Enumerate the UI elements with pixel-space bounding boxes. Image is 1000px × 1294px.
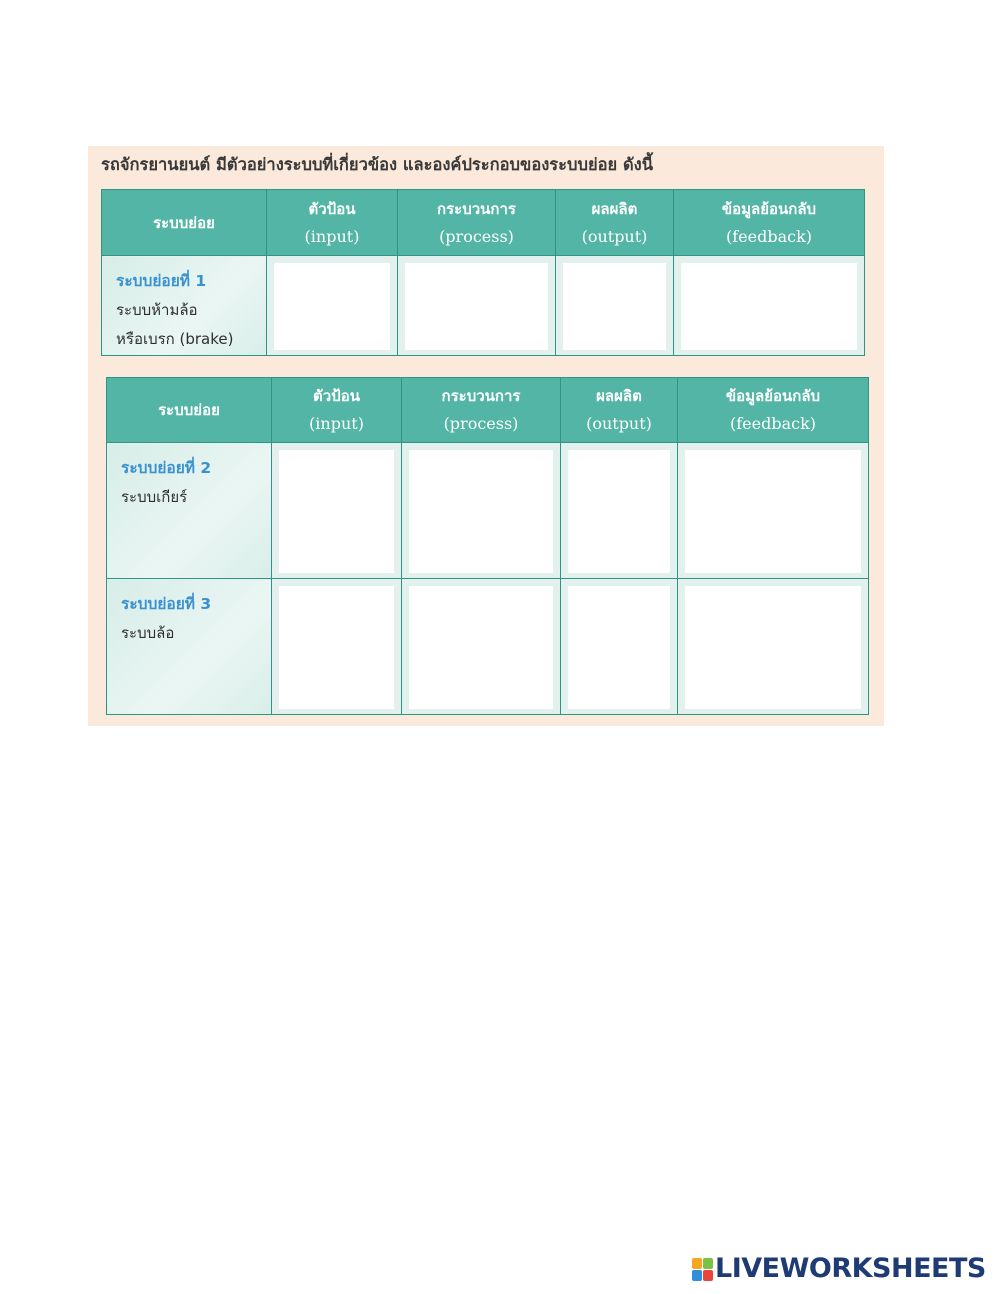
input-cell bbox=[267, 256, 398, 356]
header-subsystem: ระบบย่อย bbox=[102, 190, 267, 256]
logo-text: LIVEWORKSHEETS bbox=[715, 1253, 986, 1284]
gear-input-field[interactable] bbox=[279, 450, 394, 573]
logo-square-1 bbox=[692, 1258, 702, 1269]
logo-square-4 bbox=[703, 1270, 713, 1281]
subsystem-cell bbox=[102, 256, 267, 356]
wheel-input-field[interactable] bbox=[279, 586, 394, 709]
subsystem-cell bbox=[107, 443, 272, 579]
wheel-process-field[interactable] bbox=[409, 586, 553, 709]
header-row bbox=[107, 378, 869, 443]
brake-process-field[interactable] bbox=[405, 263, 548, 350]
gear-feedback-field[interactable] bbox=[685, 450, 861, 573]
brake-input-field[interactable] bbox=[274, 263, 390, 350]
header-process: กระบวนการ (process) bbox=[398, 190, 556, 256]
feedback-cell bbox=[678, 443, 869, 579]
output-cell bbox=[561, 579, 678, 715]
subsystem-table-2 bbox=[106, 377, 869, 715]
wheel-output-field[interactable] bbox=[568, 586, 670, 709]
gear-process-field[interactable] bbox=[409, 450, 553, 573]
brake-feedback-field[interactable] bbox=[681, 263, 857, 350]
header-input: ตัวป้อน (input) bbox=[267, 190, 398, 256]
wheel-feedback-field[interactable] bbox=[685, 586, 861, 709]
process-cell bbox=[402, 579, 561, 715]
table-row bbox=[107, 579, 869, 715]
output-cell bbox=[556, 256, 674, 356]
subsystem-name-line2: หรือเบรก (brake) bbox=[116, 330, 234, 348]
process-cell bbox=[398, 256, 556, 356]
feedback-cell bbox=[674, 256, 865, 356]
logo-square-3 bbox=[692, 1270, 702, 1281]
liveworksheets-logo bbox=[692, 1254, 986, 1284]
subsystem-table-1 bbox=[101, 189, 865, 356]
table-row bbox=[102, 256, 865, 356]
header-output: ผลผลิต (output) bbox=[556, 190, 674, 256]
subsystem-cell bbox=[107, 579, 272, 715]
header-feedback: ข้อมูลย้อนกลับ (feedback) bbox=[678, 378, 869, 443]
gear-output-field[interactable] bbox=[568, 450, 670, 573]
header-feedback: ข้อมูลย้อนกลับ (feedback) bbox=[674, 190, 865, 256]
worksheet-heading: รถจักรยานยนต์ มีตัวอย่างระบบที่เกี่ยวข้อง และองค์ประกอบของระบบย่อย ดังนี้ bbox=[101, 155, 653, 174]
input-cell bbox=[272, 443, 402, 579]
feedback-cell bbox=[678, 579, 869, 715]
header-process: กระบวนการ (process) bbox=[402, 378, 561, 443]
header-row bbox=[102, 190, 865, 256]
table-row bbox=[107, 443, 869, 579]
subsystem-name: ระบบเกียร์ bbox=[121, 488, 188, 506]
subsystem-number: ระบบย่อยที่ 2 bbox=[121, 459, 212, 477]
subsystem-number: ระบบย่อยที่ 3 bbox=[121, 595, 212, 613]
output-cell bbox=[561, 443, 678, 579]
logo-icon bbox=[692, 1258, 712, 1280]
subsystem-name: ระบบล้อ bbox=[121, 624, 175, 642]
header-subsystem: ระบบย่อย bbox=[107, 378, 272, 443]
header-input: ตัวป้อน (input) bbox=[272, 378, 402, 443]
input-cell bbox=[272, 579, 402, 715]
subsystem-name: ระบบห้ามล้อ bbox=[116, 301, 198, 319]
process-cell bbox=[402, 443, 561, 579]
brake-output-field[interactable] bbox=[563, 263, 666, 350]
header-output: ผลผลิต (output) bbox=[561, 378, 678, 443]
subsystem-number: ระบบย่อยที่ 1 bbox=[116, 272, 207, 290]
logo-square-2 bbox=[703, 1258, 713, 1269]
